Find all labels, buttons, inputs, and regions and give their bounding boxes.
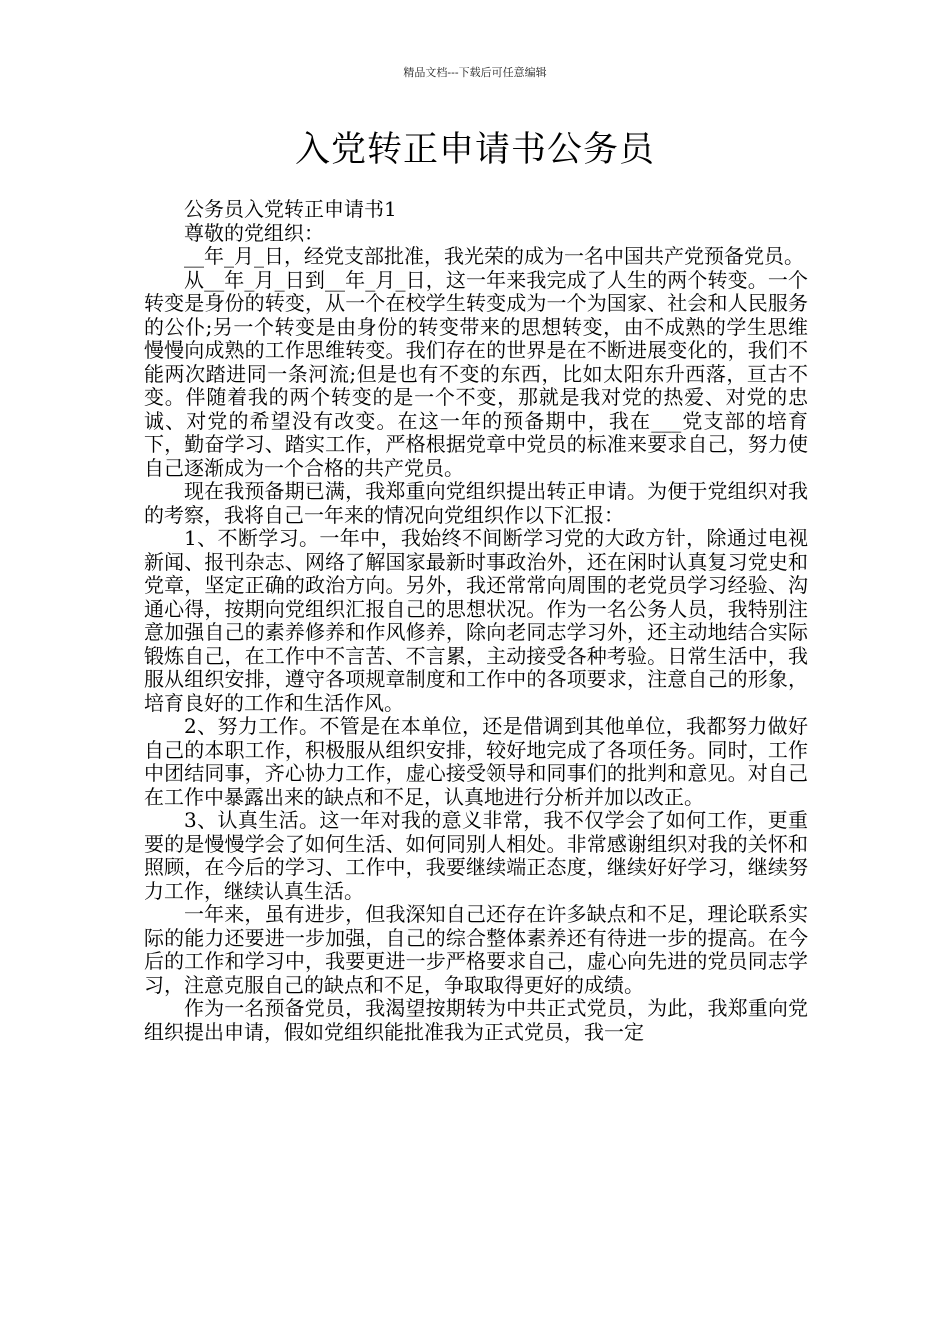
paragraph: __年_月_日，经党支部批准，我光荣的成为一名中国共产党预备党员。 [184, 244, 804, 268]
paragraph: 2、努力工作。不管是在本单位，还是借调到其他单位，我都努力做好自己的本职工作，积极服从组织安排，较好地完成了各项任务。同时，工作中团结同事，齐心协力工作，虚心接受领导和同事们的批判和意见。对自己在工作中暴露出来的缺点和不足，认真地进行分析并加以改正。 [144, 714, 808, 809]
paragraph: 3、认真生活。这一年对我的意义非常，我不仅学会了如何工作，更重要的是慢慢学会了如何生活、如何同别人相处。非常感谢组织对我的关怀和照顾，在今后的学习、工作中，我要继续端正态度，继续好好学习，继续努力工作，继续认真生活。 [144, 808, 808, 903]
document-subtitle: 公务员入党转正申请书1 [184, 197, 397, 221]
document-body [144, 198, 808, 1044]
paragraph: 从__年_月_日到__年_月_日，这一年来我完成了人生的两个转变。一个转变是身份的转变，从一个在校学生转变成为一个为国家、社会和人民服务的公仆;另一个转变是由身份的转变带来的思想转变，由不成熟的学生思维慢慢向成熟的工作思维转变。我们存在的世界是在不断进展变化的，我们不能两次踏进同一条河流;但是也有不变的东西，比如太阳东升西落，亘古不变。伴随着我的两个转变的是一个不变，那就是我对党的热爱、对党的忠诚、对党的希望没有改变。在这一年的预备期中，我在___党支部的培育下，勤奋学习、踏实工作，严格根据党章中党员的标准来要求自己，努力使自己逐渐成为一个合格的共产党员。 [144, 267, 808, 480]
paragraph: 一年来，虽有进步，但我深知自己还存在许多缺点和不足，理论联系实际的能力还要进一步加强，自己的综合整体素养还有待进一步的提高。在今后的工作和学习中，我要更进一步严格要求自己，虚心向先进的党员同志学习，注意克服自己的缺点和不足，争取取得更好的成绩。 [144, 902, 808, 997]
document-title: 入党转正申请书公务员 [294, 130, 655, 170]
salutation: 尊敬的党组织： [184, 220, 324, 245]
paragraph: 作为一名预备党员，我渴望按期转为中共正式党员，为此，我郑重向党组织提出申请，假如党组织能批准我为正式党员，我一定 [144, 996, 808, 1044]
paragraph: 1、不断学习。一年中，我始终不间断学习党的大政方针，除通过电视新闻、报刊杂志、网络了解国家最新时事政治外，还在闲时认真复习党史和党章，坚定正确的政治方向。另外，我还常常向周围的老党员学习经验、沟通心得，按期向党组织汇报自己的思想状况。作为一名公务人员，我特别注意加强自己的素养修养和作风修养，除向老同志学习外，还主动地结合实际锻炼自己，在工作中不言苦、不言累，主动接受各种考验。日常生活中，我服从组织安排，遵守各项规章制度和工作中的各项要求，注意自己的形象，培育良好的工作和生活作风。 [144, 526, 808, 715]
header-note: 精品文档---下载后可任意编辑 [403, 66, 547, 79]
paragraph: 现在我预备期已满，我郑重向党组织提出转正申请。为便于党组织对我的考察，我将自己一年来的情况向党组织作以下汇报： [144, 479, 808, 527]
